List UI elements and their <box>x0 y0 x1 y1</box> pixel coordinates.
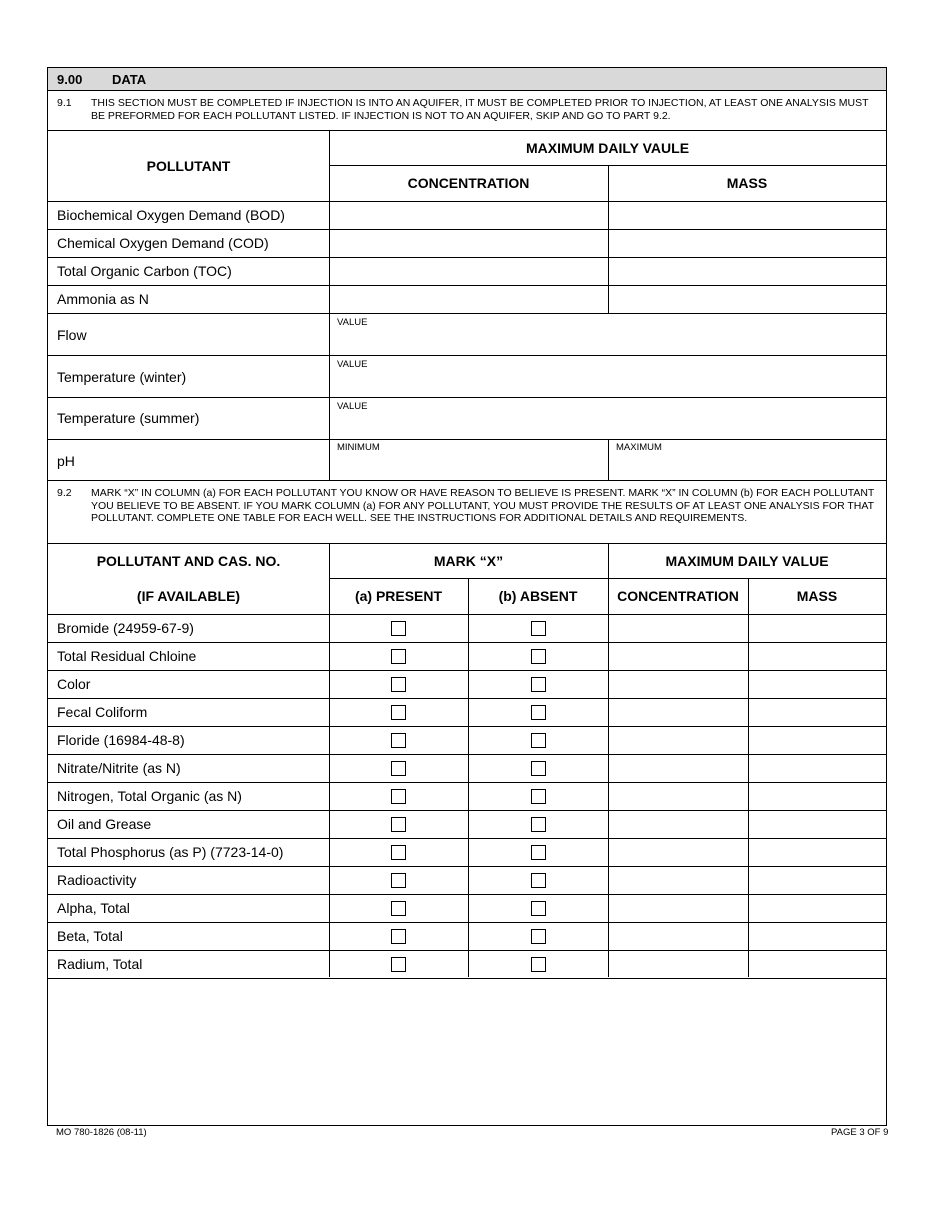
pollutant-row-label: Biochemical Oxygen Demand (BOD) <box>57 207 285 223</box>
if-available-header: (IF AVAILABLE) <box>136 588 241 604</box>
concentration-field[interactable] <box>609 615 748 642</box>
absent-checkbox[interactable] <box>531 845 546 860</box>
mass-field[interactable] <box>749 951 886 978</box>
flow-value-label: VALUE <box>337 317 368 328</box>
temp-winter-value-label: VALUE <box>337 359 368 370</box>
present-checkbox[interactable] <box>391 705 406 720</box>
mass-header: MASS <box>796 588 838 604</box>
instruction-text: THIS SECTION MUST BE COMPLETED IF INJECTION IS INTO AN AQUIFER, IT MUST BE COMPLETED PRIOR TO INJECTION, AT LEAST ONE ANALYSIS MUST BE PREFORMED FOR EACH POLLUTANT LISTED. IF INJECTION IS NOT TO AN AQUIFER, SKIP AND GO TO PART 9.2. <box>91 97 869 122</box>
instruction-9-2 <box>48 487 886 539</box>
absent-checkbox[interactable] <box>531 873 546 888</box>
pollutant-row-label: Ammonia as N <box>57 291 149 307</box>
present-checkbox[interactable] <box>391 845 406 860</box>
pollutant-row-label: Alpha, Total <box>57 900 130 916</box>
pollutant-row-label: Bromide (24959-67-9) <box>57 620 194 636</box>
concentration-field[interactable] <box>609 783 748 810</box>
concentration-field[interactable] <box>609 727 748 754</box>
present-checkbox[interactable] <box>391 873 406 888</box>
present-checkbox[interactable] <box>391 677 406 692</box>
present-checkbox[interactable] <box>391 761 406 776</box>
pollutant-row-label: Beta, Total <box>57 928 123 944</box>
bod-concentration-field[interactable] <box>330 202 608 229</box>
ph-maximum-label: MAXIMUM <box>616 442 662 453</box>
concentration-field[interactable] <box>609 867 748 894</box>
ph-minimum-field[interactable] <box>330 440 608 480</box>
concentration-header: CONCENTRATION <box>617 588 739 604</box>
absent-checkbox[interactable] <box>531 705 546 720</box>
section-header <box>48 68 886 91</box>
pollutant-row-label: Total Phosphorus (as P) (7723-14-0) <box>57 844 284 860</box>
mass-field[interactable] <box>749 839 886 866</box>
concentration-field[interactable] <box>609 811 748 838</box>
bod-mass-field[interactable] <box>609 202 886 229</box>
cod-mass-field[interactable] <box>609 230 886 257</box>
pollutant-row-label: Color <box>57 676 91 692</box>
present-checkbox[interactable] <box>391 649 406 664</box>
pollutant-header: POLLUTANT <box>146 157 231 174</box>
page-number: PAGE 3 OF 9 <box>831 1127 889 1138</box>
cod-concentration-field[interactable] <box>330 230 608 257</box>
toc-concentration-field[interactable] <box>330 258 608 285</box>
mark-x-header: MARK “X” <box>433 552 504 569</box>
pollutant-row-label: Oil and Grease <box>57 816 152 832</box>
max-daily-header: MAXIMUM DAILY VAULE <box>525 139 690 156</box>
present-header: (a) PRESENT <box>354 588 443 604</box>
concentration-field[interactable] <box>609 671 748 698</box>
mass-field[interactable] <box>749 643 886 670</box>
concentration-field[interactable] <box>609 895 748 922</box>
temp-summer-value-field[interactable] <box>330 398 886 439</box>
pollutant-row-label: Chemical Oxygen Demand (COD) <box>57 235 269 251</box>
absent-checkbox[interactable] <box>531 929 546 944</box>
concentration-field[interactable] <box>609 755 748 782</box>
mass-field[interactable] <box>749 867 886 894</box>
temp-summer-label: Temperature (summer) <box>57 410 200 426</box>
ph-minimum-label: MINIMUM <box>337 442 380 453</box>
mass-field[interactable] <box>749 671 886 698</box>
instruction-9-1 <box>48 97 886 127</box>
ammonia-concentration-field[interactable] <box>330 286 608 313</box>
pollutant-row-label: Fecal Coliform <box>57 704 148 720</box>
pollutant-row-label: Total Organic Carbon (TOC) <box>57 263 232 279</box>
absent-header: (b) ABSENT <box>498 588 578 604</box>
present-checkbox[interactable] <box>391 929 406 944</box>
present-checkbox[interactable] <box>391 733 406 748</box>
temp-summer-value-label: VALUE <box>337 401 368 412</box>
form-id: MO 780-1826 (08-11) <box>56 1127 147 1138</box>
pollutant-cas-header: POLLUTANT AND CAS. NO. <box>96 552 281 569</box>
present-checkbox[interactable] <box>391 789 406 804</box>
absent-checkbox[interactable] <box>531 761 546 776</box>
pollutant-row-label: Nitrate/Nitrite (as N) <box>57 760 181 776</box>
instruction-number: 9.1 <box>57 97 72 109</box>
mass-field[interactable] <box>749 811 886 838</box>
present-checkbox[interactable] <box>391 621 406 636</box>
mass-field[interactable] <box>749 727 886 754</box>
present-checkbox[interactable] <box>391 957 406 972</box>
section-title: DATA <box>112 72 147 87</box>
instruction-text: MARK “X” IN COLUMN (a) FOR EACH POLLUTANT YOU KNOW OR HAVE REASON TO BELIEVE IS PRESENT. MARK “X” IN COLUMN (b) FOR EACH POLLUTANT YOU BELIEVE TO BE ABSENT. IF YOU MARK COLUMN (a) FOR ANY POLLUTANT, YOU MUST PROVIDE THE RESULTS OF AT LEAST ONE ANALYSIS FOR THAT POLLUTANT. COMPLETE ONE TABLE FOR EACH WELL. SEE THE INSTRUCTIONS FOR ADDITIONAL DETAILS AND REQUIREMENTS. <box>91 487 875 524</box>
pollutant-row-label: Nitrogen, Total Organic (as N) <box>57 788 242 804</box>
flow-value-field[interactable] <box>330 314 886 355</box>
concentration-field[interactable] <box>609 643 748 670</box>
absent-checkbox[interactable] <box>531 621 546 636</box>
pollutant-row-label: Total Residual Chloine <box>57 648 197 664</box>
absent-checkbox[interactable] <box>531 817 546 832</box>
mass-field[interactable] <box>749 923 886 950</box>
present-checkbox[interactable] <box>391 817 406 832</box>
pollutant-row-label: Floride (16984-48-8) <box>57 732 185 748</box>
flow-label: Flow <box>57 327 87 343</box>
absent-checkbox[interactable] <box>531 677 546 692</box>
pollutant-row-label: Radioactivity <box>57 872 137 888</box>
temp-winter-label: Temperature (winter) <box>57 369 187 385</box>
mass-field[interactable] <box>749 615 886 642</box>
concentration-field[interactable] <box>609 839 748 866</box>
concentration-field[interactable] <box>609 699 748 726</box>
absent-checkbox[interactable] <box>531 789 546 804</box>
section-number: 9.00 <box>57 72 83 87</box>
concentration-field[interactable] <box>609 951 748 978</box>
toc-mass-field[interactable] <box>609 258 886 285</box>
mass-field[interactable] <box>749 783 886 810</box>
form-page <box>47 67 887 1126</box>
mass-field[interactable] <box>749 755 886 782</box>
concentration-header: CONCENTRATION <box>407 175 530 191</box>
present-checkbox[interactable] <box>391 901 406 916</box>
absent-checkbox[interactable] <box>531 733 546 748</box>
absent-checkbox[interactable] <box>531 957 546 972</box>
mass-header: MASS <box>726 175 768 191</box>
mass-field[interactable] <box>749 895 886 922</box>
ph-maximum-field[interactable] <box>609 440 886 480</box>
temp-winter-value-field[interactable] <box>330 356 886 397</box>
absent-checkbox[interactable] <box>531 901 546 916</box>
instruction-number: 9.2 <box>57 487 72 499</box>
pollutant-row-label: Radium, Total <box>57 956 143 972</box>
absent-checkbox[interactable] <box>531 649 546 664</box>
ph-label: pH <box>57 453 75 469</box>
max-daily-value-header: MAXIMUM DAILY VALUE <box>665 552 829 569</box>
concentration-field[interactable] <box>609 923 748 950</box>
mass-field[interactable] <box>749 699 886 726</box>
ammonia-mass-field[interactable] <box>609 286 886 313</box>
